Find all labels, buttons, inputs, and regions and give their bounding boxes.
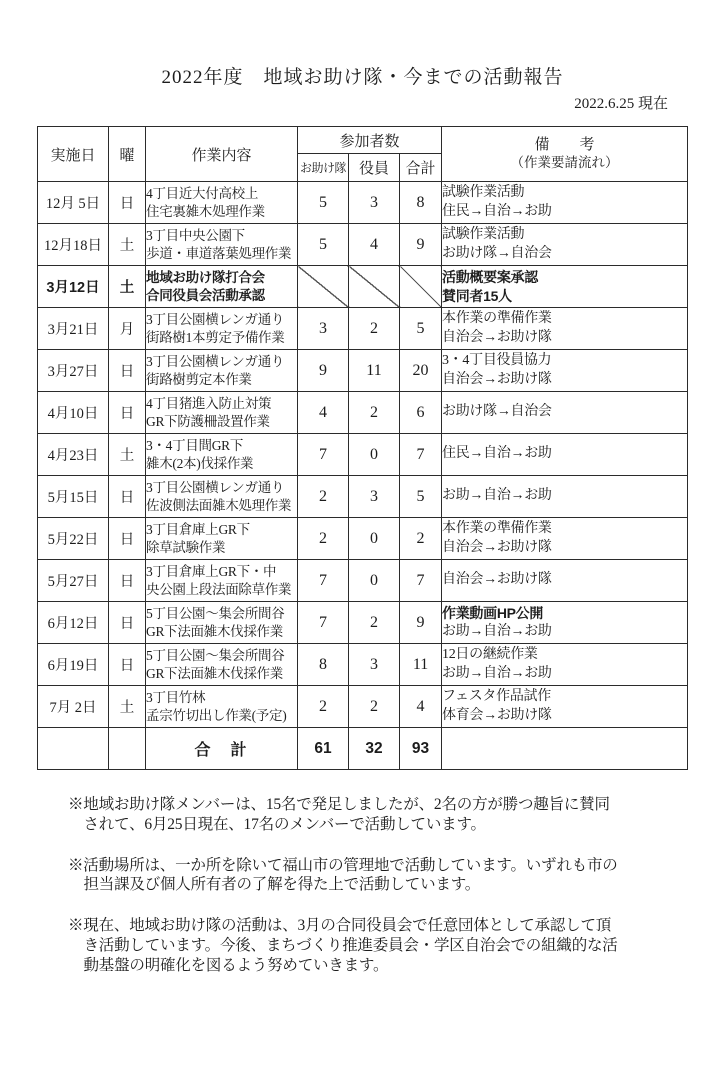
total-count-cell: 5 xyxy=(400,308,442,350)
table-header xyxy=(38,127,688,182)
header-remarks-line1: 備 考 xyxy=(534,137,595,154)
date-cell: 4月10日 xyxy=(38,392,109,434)
officers-count-cell: 2 xyxy=(349,686,400,728)
officers-count-cell: 3 xyxy=(349,476,400,518)
day-cell: 日 xyxy=(109,602,146,644)
table-row xyxy=(38,182,688,224)
helpers-count-cell: 3 xyxy=(298,308,349,350)
header-work: 作業内容 xyxy=(146,127,298,182)
work-cell: 5丁目公園～集会所間谷 GR下法面雑木伐採作業 xyxy=(146,602,298,644)
day-cell: 月 xyxy=(109,308,146,350)
table-row xyxy=(38,224,688,266)
total-count-cell: 20 xyxy=(400,350,442,392)
footnote-line: 担当課及び個人所有者の了解を得た上で活動しています。 xyxy=(83,876,481,894)
officers-count-cell: 0 xyxy=(349,518,400,560)
remarks-cell: 自治会→お助け隊 xyxy=(442,560,688,602)
table-row xyxy=(38,350,688,392)
remarks-cell: お助け隊→自治会 xyxy=(442,392,688,434)
officers-count-cell: 2 xyxy=(349,602,400,644)
work-cell: 3丁目公園横レンガ通り 街路樹1本剪定予備作業 xyxy=(146,308,298,350)
footnote-line: されて、6月25日現在、17名のメンバーで活動しています。 xyxy=(83,815,486,833)
total-day-cell xyxy=(109,728,146,770)
footnote-line: 動基盤の明確化を図るよう努めていきます。 xyxy=(83,956,389,974)
total-count-cell: 11 xyxy=(400,644,442,686)
day-cell: 土 xyxy=(109,434,146,476)
day-cell: 土 xyxy=(109,224,146,266)
total-officers-cell: 32 xyxy=(349,728,400,770)
page-title: 2022年度 地域お助け隊・今までの活動報告 xyxy=(161,67,564,88)
table-row xyxy=(38,644,688,686)
date-cell: 7月 2日 xyxy=(38,686,109,728)
officers-count-cell: 4 xyxy=(349,224,400,266)
footnote xyxy=(68,856,668,896)
work-cell: 4丁目近大付高校上 住宅裏雑木処理作業 xyxy=(146,182,298,224)
header-day: 曜 xyxy=(109,127,146,182)
total-total-cell: 93 xyxy=(400,728,442,770)
activity-table-body xyxy=(38,182,688,728)
footnote-line: ※現在、地域お助け隊の活動は、3月の合同役員会で任意団体として承認して頂 xyxy=(68,917,612,935)
work-cell: 4丁目猪進入防止対策 GR下防護柵設置作業 xyxy=(146,392,298,434)
total-count-cell: 7 xyxy=(400,560,442,602)
table-row xyxy=(38,686,688,728)
date-cell: 6月12日 xyxy=(38,602,109,644)
total-label-cell: 合 計 xyxy=(146,728,298,770)
total-count-cell: 4 xyxy=(400,686,442,728)
header-helpers: お助け隊 xyxy=(298,154,349,182)
total-row-body xyxy=(38,728,688,770)
work-cell: 3丁目竹林 孟宗竹切出し作業(予定) xyxy=(146,686,298,728)
work-cell: 5丁目公園～集会所間谷 GR下法面雑木伐採作業 xyxy=(146,644,298,686)
helpers-count-cell: 7 xyxy=(298,560,349,602)
officers-count-cell: 0 xyxy=(349,434,400,476)
remarks-cell: フェスタ作品試作 体育会→お助け隊 xyxy=(442,686,688,728)
total-count-cell xyxy=(400,266,442,308)
day-cell: 土 xyxy=(109,266,146,308)
helpers-count-cell: 7 xyxy=(298,602,349,644)
date-cell: 5月27日 xyxy=(38,560,109,602)
officers-count-cell: 11 xyxy=(349,350,400,392)
total-row xyxy=(38,728,688,770)
remarks-cell: 試験作業活動 お助け隊→自治会 xyxy=(442,224,688,266)
table-row xyxy=(38,308,688,350)
date-cell: 3月12日 xyxy=(38,266,109,308)
remarks-cell: 3・4丁目役員協力 自治会→お助け隊 xyxy=(442,350,688,392)
remarks-cell: 活動概要案承認 賛同者15人 xyxy=(442,266,688,308)
helpers-count-cell: 5 xyxy=(298,224,349,266)
table-row xyxy=(38,560,688,602)
remarks-cell: 住民→自治→お助 xyxy=(442,434,688,476)
day-cell: 日 xyxy=(109,392,146,434)
remarks-cell: 作業動画HP公開 お助→自治→お助 xyxy=(442,602,688,644)
work-cell: 3丁目倉庫上GR下・中 央公園上段法面除草作業 xyxy=(146,560,298,602)
total-date-cell xyxy=(38,728,109,770)
footnote xyxy=(68,795,668,835)
remarks-cell: 12日の継続作業 お助→自治→お助 xyxy=(442,644,688,686)
officers-count-cell: 3 xyxy=(349,182,400,224)
officers-count-cell: 2 xyxy=(349,392,400,434)
remarks-cell: 本作業の準備作業 自治会→お助け隊 xyxy=(442,518,688,560)
officers-count-cell xyxy=(349,266,400,308)
total-count-cell: 9 xyxy=(400,602,442,644)
table-row xyxy=(38,434,688,476)
day-cell: 土 xyxy=(109,686,146,728)
header-remarks xyxy=(442,127,688,182)
date-cell: 12月18日 xyxy=(38,224,109,266)
activity-report-table xyxy=(37,126,688,770)
total-count-cell: 8 xyxy=(400,182,442,224)
helpers-count-cell: 2 xyxy=(298,518,349,560)
officers-count-cell: 2 xyxy=(349,308,400,350)
total-count-cell: 7 xyxy=(400,434,442,476)
total-count-cell: 2 xyxy=(400,518,442,560)
date-cell: 6月19日 xyxy=(38,644,109,686)
total-count-cell: 6 xyxy=(400,392,442,434)
date-cell: 12月 5日 xyxy=(38,182,109,224)
header-participants: 参加者数 xyxy=(298,127,442,154)
total-remarks-cell xyxy=(442,728,688,770)
work-cell: 3丁目公園横レンガ通り 佐波側法面雑木処理作業 xyxy=(146,476,298,518)
helpers-count-cell: 7 xyxy=(298,434,349,476)
date-cell: 5月15日 xyxy=(38,476,109,518)
day-cell: 日 xyxy=(109,350,146,392)
day-cell: 日 xyxy=(109,518,146,560)
total-count-cell: 5 xyxy=(400,476,442,518)
work-cell: 3丁目倉庫上GR下 除草試験作業 xyxy=(146,518,298,560)
helpers-count-cell: 9 xyxy=(298,350,349,392)
officers-count-cell: 0 xyxy=(349,560,400,602)
remarks-cell: お助→自治→お助 xyxy=(442,476,688,518)
notes xyxy=(68,795,668,976)
day-cell: 日 xyxy=(109,182,146,224)
day-cell: 日 xyxy=(109,560,146,602)
table-row xyxy=(38,476,688,518)
work-cell: 3丁目中央公園下 歩道・車道落葉処理作業 xyxy=(146,224,298,266)
header-remarks-line2: （作業要請流れ） xyxy=(510,154,619,170)
work-cell: 3・4丁目間GR下 雑木(2本)伐採作業 xyxy=(146,434,298,476)
helpers-count-cell: 4 xyxy=(298,392,349,434)
day-cell: 日 xyxy=(109,644,146,686)
date-cell: 4月23日 xyxy=(38,434,109,476)
footnote xyxy=(68,916,668,975)
footnote-line: ※地域お助け隊メンバーは、15名で発足しましたが、2名の方が勝つ趣旨に賛同 xyxy=(68,796,610,813)
work-cell: 地域お助け隊打合会 合同役員会活動承認 xyxy=(146,266,298,308)
date-cell: 5月22日 xyxy=(38,518,109,560)
table-row xyxy=(38,392,688,434)
helpers-count-cell: 5 xyxy=(298,182,349,224)
table-row xyxy=(38,266,688,308)
header-date: 実施日 xyxy=(38,127,109,182)
table-row xyxy=(38,602,688,644)
remarks-cell: 本作業の準備作業 自治会→お助け隊 xyxy=(442,308,688,350)
date-cell: 3月21日 xyxy=(38,308,109,350)
date-cell: 3月27日 xyxy=(38,350,109,392)
footnote-line: き活動しています。今後、まちづくり推進委員会・学区自治会での組織的な活 xyxy=(83,937,618,955)
total-helpers-cell: 61 xyxy=(298,728,349,770)
total-count-cell: 9 xyxy=(400,224,442,266)
helpers-count-cell: 2 xyxy=(298,686,349,728)
officers-count-cell: 3 xyxy=(349,644,400,686)
header-officers: 役員 xyxy=(349,154,400,182)
document-page xyxy=(0,62,725,1086)
table-row xyxy=(38,518,688,560)
helpers-count-cell xyxy=(298,266,349,308)
work-cell: 3丁目公園横レンガ通り 街路樹剪定本作業 xyxy=(146,350,298,392)
as-of-date: 2022.6.25 現在 xyxy=(574,96,668,112)
remarks-cell: 試験作業活動 住民→自治→お助 xyxy=(442,182,688,224)
day-cell: 日 xyxy=(109,476,146,518)
helpers-count-cell: 8 xyxy=(298,644,349,686)
header-total: 合計 xyxy=(400,154,442,182)
footnote-line: ※活動場所は、一か所を除いて福山市の管理地で活動しています。いずれも市の xyxy=(68,856,618,874)
helpers-count-cell: 2 xyxy=(298,476,349,518)
